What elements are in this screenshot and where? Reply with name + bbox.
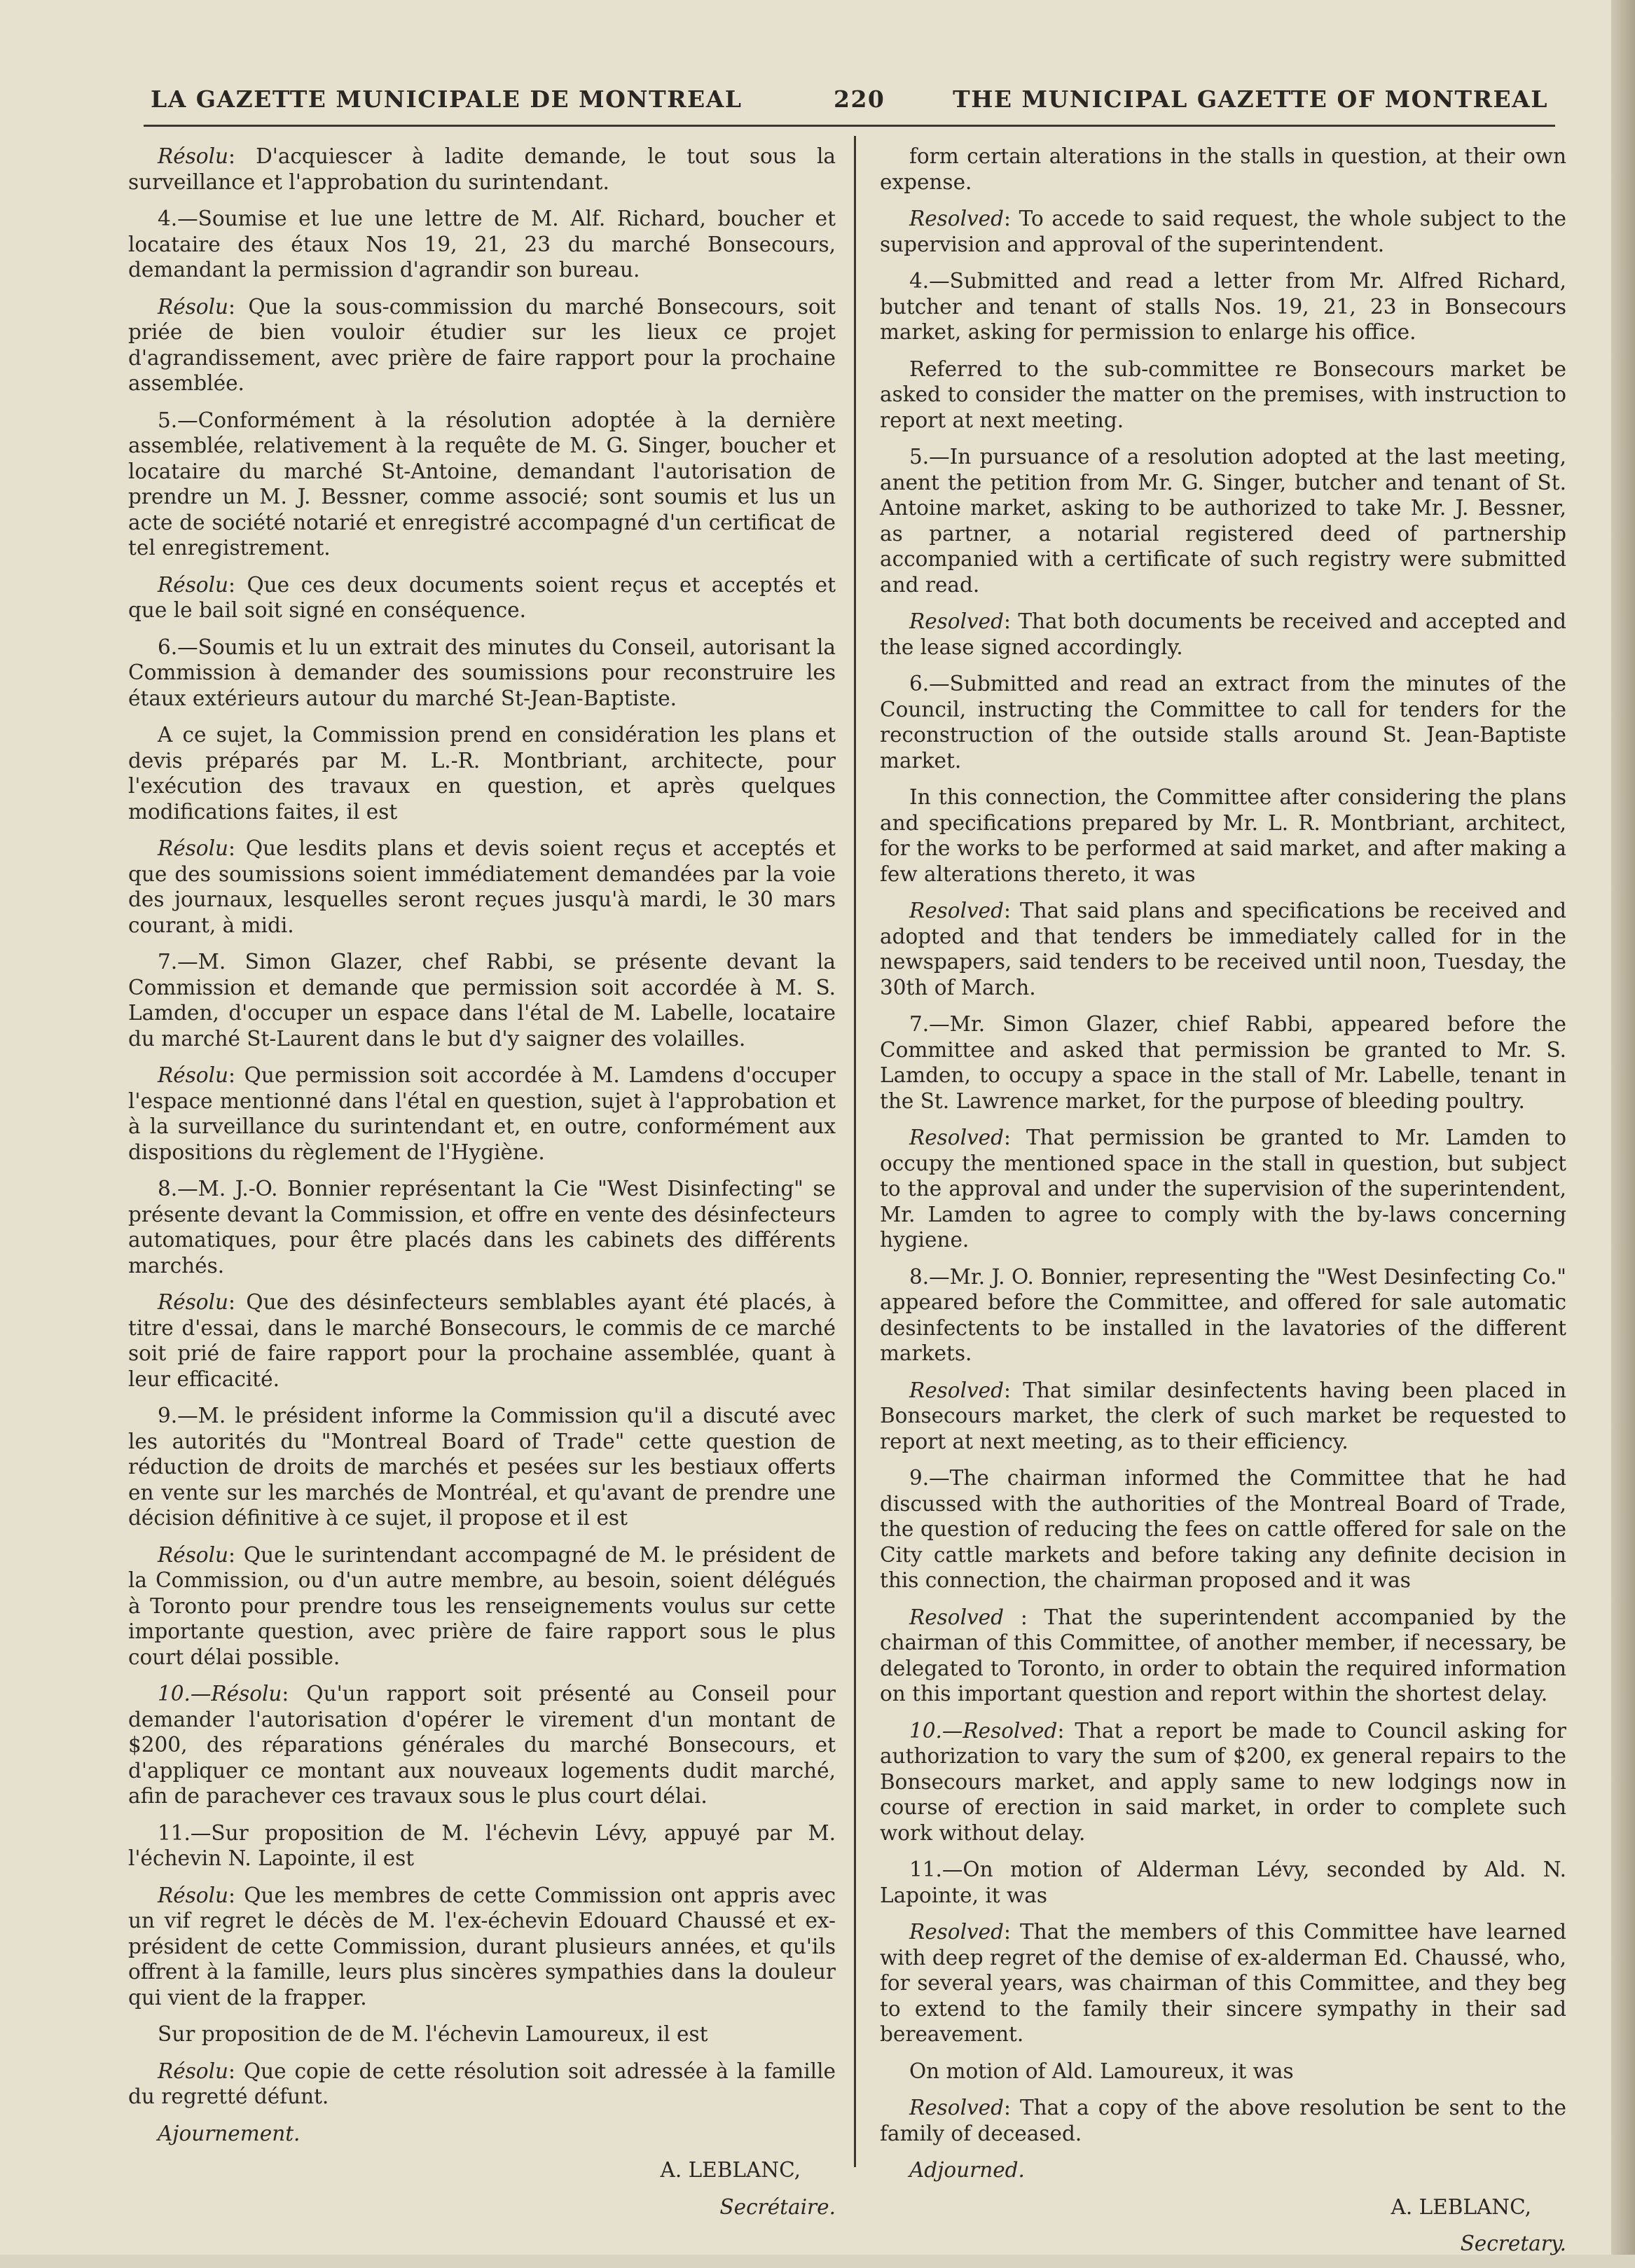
french-paragraph xyxy=(128,635,836,712)
french-paragraph-text: 6.—Soumis et lu un extrait des minutes du Conseil, autorisant la Commission à demander des soumissions pour reconstruire les étaux extérieurs autour du marché St-Jean-Baptiste. xyxy=(128,635,836,710)
english-paragraph-text: 5.—In pursuance of a resolution adopted at the last meeting, anent the petition from Mr. G. Singer, butcher and tenant of St. Antoine market, asking to be authorized to take Mr. J. Bessner, as partner, a notarial registered deed of partnership accompanied with a certificate of such registry were submitted and read. xyxy=(880,445,1566,597)
french-paragraph-text: : Qu'un rapport soit présenté au Conseil pour demander l'autorisation d'opérer le virement d'un montant de $200, des réparations générales du marché Bonsecours, et d'appliquer ce montant aux nouveaux logements dudit marché, afin de parachever ces travaux sous le plus court délai. xyxy=(128,1682,836,1808)
french-paragraph xyxy=(128,722,836,824)
french-paragraph-text: : Que lesdits plans et devis soient reçus et acceptés et que des soumissions soient immédiatement demandées par la voie des journaux, lesquelles seront reçues jusqu'à mardi, le 30 mars courant, à midi. xyxy=(128,836,836,937)
french-paragraph-text: : Que la sous-commission du marché Bonsecours, soit priée de bien vouloir étudier sur les lieux ce projet d'agrandissement, avec prière de faire rapport pour la prochaine assemblée. xyxy=(128,294,836,395)
english-paragraph xyxy=(880,1857,1566,1908)
english-paragraph xyxy=(880,1465,1566,1593)
english-paragraph xyxy=(880,144,1566,195)
french-paragraph-text: : D'acquiescer à ladite demande, le tout sous la surveillance et l'approbation du surintendant. xyxy=(128,144,836,194)
french-adjournment: Ajournement. xyxy=(158,2121,301,2145)
english-resolution-label: Resolved xyxy=(909,609,1005,633)
english-resolution-label: Resolved xyxy=(909,207,1005,230)
french-resolution-label: Résolu xyxy=(158,1290,229,1314)
french-paragraph xyxy=(128,2021,836,2047)
french-paragraph-text: 5.—Conformément à la résolution adoptée à la dernière assemblée, relativement à la requête de M. G. Singer, boucher et locataire du marché St-Antoine, demandant l'autorisation de prendre un M. J. Bessner, comme associé; sont soumis et lus un acte de société notarié et enregistré accompagné d'un certificat de tel enregistrement. xyxy=(128,408,836,560)
english-paragraph-text: : That permission be granted to Mr. Lamden to occupy the mentioned space in the stall in question, but subject to the approval and under the supervision of the superintendent, Mr. Lamden to agree to comply with the by-laws concerning hygiene. xyxy=(880,1126,1566,1252)
french-paragraph xyxy=(128,1542,836,1671)
english-paragraph-text: 6.—Submitted and read an extract from the minutes of the Council, instructing the Committee to call for tenders for the reconstruction of the outside stalls around St. Jean-Baptiste market. xyxy=(880,672,1566,773)
english-resolution-label: Resolved xyxy=(909,899,1005,922)
english-resolution-label: Resolved xyxy=(909,1378,1005,1402)
french-paragraph xyxy=(128,144,836,195)
english-paragraph xyxy=(880,444,1566,597)
english-resolution-label: 10.—Resolved xyxy=(909,1718,1058,1743)
english-paragraph xyxy=(880,1125,1566,1253)
french-resolution-label: Résolu xyxy=(158,572,229,597)
french-paragraph-text: A ce sujet, la Commission prend en considération les plans et devis préparés par M. L.-R. Montbriant, architecte, pour l'exécution des travaux en question, et après quelques modifications faites, il est xyxy=(128,723,836,824)
english-paragraph xyxy=(880,1605,1566,1707)
french-column xyxy=(128,144,836,2231)
english-paragraph-text: Referred to the sub-committee re Bonsecours market be asked to consider the matter on the premises, with instruction to report at next meeting. xyxy=(880,357,1566,432)
english-paragraph-text: : That said plans and specifications be received and adopted and that tenders be immediately called for in the newspapers, said tenders to be received until noon, Tuesday, the 30th of March. xyxy=(880,899,1566,1000)
english-resolution-label: Resolved xyxy=(909,1605,1005,1629)
english-paragraph xyxy=(880,671,1566,773)
header-english-title: THE MUNICIPAL GAZETTE OF MONTREAL xyxy=(953,85,1548,113)
french-signatory-title: Secrétaire. xyxy=(719,2194,836,2219)
english-paragraph-text: On motion of Ald. Lamoureux, it was xyxy=(909,2059,1294,2083)
english-paragraph-text: : That similar desinfectents having been placed in Bonsecours market, the clerk of such market be requested to report at next meeting, as to their efficiency. xyxy=(880,1378,1566,1453)
french-paragraph xyxy=(128,1883,836,2011)
english-paragraph-text: 9.—The chairman informed the Committee that he had discussed with the authorities of the Montreal Board of Trade, the question of reducing the fees on cattle offered for sale on the City cattle markets and before taking any definite decision in this connection, the chairman proposed and it was xyxy=(880,1466,1566,1592)
english-resolution-label: Resolved xyxy=(909,1920,1005,1944)
french-resolution-label: Résolu xyxy=(158,1063,229,1087)
french-paragraph xyxy=(128,1681,836,1809)
french-resolution-label: Résolu xyxy=(158,294,229,319)
french-paragraph-text: : Que ces deux documents soient reçus et acceptés et que le bail soit signé en conséquence. xyxy=(128,572,836,622)
french-paragraph xyxy=(128,1289,836,1392)
english-paragraph xyxy=(880,206,1566,257)
french-paragraph-text: 9.—M. le président informe la Commission qu'il a discuté avec les autorités du "Montreal Board of Trade" cette question de réduction de droits de marchés et pesées sur les bestiaux offerts en vente sur les marchés de Montréal, et qu'avant de prendre une décision définitive à ce sujet, il propose et il est xyxy=(128,1404,836,1530)
french-resolution-label: Résolu xyxy=(158,2059,229,2083)
french-paragraph-text: : Que permission soit accordée à M. Lamdens d'occuper l'espace mentionné dans l'étal en question, sujet à l'approbation et à la surveillance du surintendant et, en outre, conformément aux dispositions du règlement de l'Hygiène. xyxy=(128,1063,836,1164)
english-resolution-label: Resolved xyxy=(909,1126,1005,1149)
running-header xyxy=(151,78,1548,120)
page-spine-shadow xyxy=(1611,0,1635,2255)
french-paragraph xyxy=(128,206,836,283)
french-paragraph xyxy=(128,1063,836,1165)
english-paragraph-text: 11.—On motion of Alderman Lévy, seconded by Ald. N. Lapointe, it was xyxy=(880,1858,1566,1907)
english-paragraph xyxy=(880,2059,1566,2084)
french-signatory-name: A. LEBLANC, xyxy=(660,2158,801,2182)
english-paragraph-text: : That a copy of the above resolution be sent to the family of deceased. xyxy=(880,2096,1566,2145)
french-resolution-label: Résolu xyxy=(158,1883,229,1907)
french-paragraph xyxy=(128,1403,836,1531)
french-paragraph-text: : Que des désinfecteurs semblables ayant été placés, à titre d'essai, dans le marché Bonsecours, le commis de ce marché soit prié de faire rapport pour la prochaine assemblée, quant à leur efficacité. xyxy=(128,1290,836,1391)
english-paragraph xyxy=(880,1718,1566,1846)
english-paragraph-text: : To accede to said request, the whole subject to the supervision and approval of the superintendent. xyxy=(880,207,1566,256)
french-paragraph xyxy=(128,572,836,623)
english-paragraph xyxy=(880,784,1566,887)
english-paragraph xyxy=(880,1919,1566,2047)
french-paragraph-text: 8.—M. J.-O. Bonnier représentant la Cie "West Disinfecting" se présente devant la Commission, et offre en vente des désinfecteurs automatiques, pour être placés dans les cabinets des différents marchés. xyxy=(128,1177,836,1278)
english-paragraph-text: 4.—Submitted and read a letter from Mr. Alfred Richard, butcher and tenant of stalls Nos. 19, 21, 23 in Bonsecours market, asking for permission to enlarge his office. xyxy=(880,269,1566,344)
english-paragraph-text: form certain alterations in the stalls in question, at their own expense. xyxy=(880,144,1566,194)
french-resolution-label: Résolu xyxy=(158,1542,229,1567)
french-paragraph-text: 11.—Sur proposition de M. l'échevin Lévy, appuyé par M. l'échevin N. Lapointe, il est xyxy=(128,1820,836,1870)
french-paragraph xyxy=(128,836,836,938)
french-paragraph xyxy=(128,1820,836,1872)
english-paragraph xyxy=(880,357,1566,434)
english-paragraph-text: 7.—Mr. Simon Glazer, chief Rabbi, appeared before the Committee and asked that permission be granted to Mr. S. Lamden, to occupy a space in the stall of Mr. Labelle, tenant in the St. Lawrence market, for the purpose of bleeding poultry. xyxy=(880,1012,1566,1113)
french-paragraph xyxy=(128,408,836,561)
french-resolution-label: Résolu xyxy=(158,836,229,860)
english-paragraph-text: In this connection, the Committee after considering the plans and specifications prepared by Mr. L. R. Montbriant, architect, for the works to be performed at said market, and after making a few alterations thereto, it was xyxy=(880,785,1566,886)
french-paragraph-text: : Que le surintendant accompagné de M. le président de la Commission, ou d'un autre membre, au besoin, soient délégués à Toronto pour prendre tous les renseignements voulus sur cette importante question, avec prière de faire rapport sous le plus court délai possible. xyxy=(128,1542,836,1669)
english-adjournment: Adjourned. xyxy=(909,2158,1025,2182)
header-french-title: LA GAZETTE MUNICIPALE DE MONTREAL xyxy=(151,85,743,113)
french-paragraph xyxy=(128,949,836,1051)
english-resolution-label: Resolved xyxy=(909,2096,1005,2120)
english-paragraph xyxy=(880,1378,1566,1455)
french-paragraph-text: : Que les membres de cette Commission ont appris avec un vif regret le décès de M. l'ex-échevin Edouard Chaussé et ex-président de cette Commission, durant plusieurs années, et qu'ils offrent à la famille, leurs plus sincères sympathies dans la douleur qui vient de la frapper. xyxy=(128,1883,836,2010)
english-paragraph xyxy=(880,1011,1566,1114)
french-paragraph-text: : Que copie de cette résolution soit adressée à la famille du regretté défunt. xyxy=(128,2059,836,2108)
french-paragraph xyxy=(128,294,836,396)
french-paragraph-text: 7.—M. Simon Glazer, chef Rabbi, se présente devant la Commission et demande que permission soit accordée à M. S. Lamden, d'occuper un espace dans l'étal de M. Labelle, locataire du marché St-Laurent dans le but d'y saigner des volailles. xyxy=(128,950,836,1051)
english-signatory-title: Secretary. xyxy=(1460,2232,1566,2255)
english-paragraph xyxy=(880,609,1566,660)
english-paragraph-text: : That the members of this Committee have learned with deep regret of the demise of ex-alderman Ed. Chaussé, who, for several years, was chairman of this Committee, and they beg to extend to the family their sincere sympathy in their sad bereavement. xyxy=(880,1920,1566,2046)
english-paragraph-text: 8.—Mr. J. O. Bonnier, representing the "West Desinfecting Co." appeared before the Committee, and offered for sale automatic desinfectents to be installed in the lavatories of the different markets. xyxy=(880,1264,1566,1365)
english-column xyxy=(880,144,1566,2268)
english-paragraph xyxy=(880,268,1566,345)
english-signatory-name: A. LEBLANC, xyxy=(1391,2194,1531,2219)
french-resolution-label: 10.—Résolu xyxy=(158,1682,282,1706)
english-paragraph-text: : That a report be made to Council asking for authorization to vary the sum of $200, ex general repairs to the Bonsecours market, and apply same to new lodgings now in course of erection in said market, in order to complete such work without delay. xyxy=(880,1718,1566,1845)
english-paragraph-text: : That both documents be received and accepted and the lease signed accordingly. xyxy=(880,609,1566,659)
english-paragraph-text: : That the superintendent accompanied by the chairman of this Committee, of another member, if necessary, be delegated to Toronto, in order to obtain the required information on this important question and report within the shortest delay. xyxy=(880,1605,1566,1706)
french-resolution-label: Résolu xyxy=(158,144,229,168)
french-paragraph xyxy=(128,2059,836,2110)
french-paragraph-text: 4.—Soumise et lue une lettre de M. Alf. Richard, boucher et locataire des étaux Nos 19, 21, 23 du marché Bonsecours, demandant la permission d'agrandir son bureau. xyxy=(128,207,836,282)
page-number: 220 xyxy=(834,85,885,113)
english-paragraph xyxy=(880,898,1566,1000)
header-rule xyxy=(144,125,1555,127)
french-paragraph xyxy=(128,1176,836,1278)
french-paragraph-text: Sur proposition de de M. l'échevin Lamoureux, il est xyxy=(158,2022,708,2046)
english-paragraph xyxy=(880,2095,1566,2146)
column-divider xyxy=(854,136,856,2167)
english-paragraph xyxy=(880,1264,1566,1367)
